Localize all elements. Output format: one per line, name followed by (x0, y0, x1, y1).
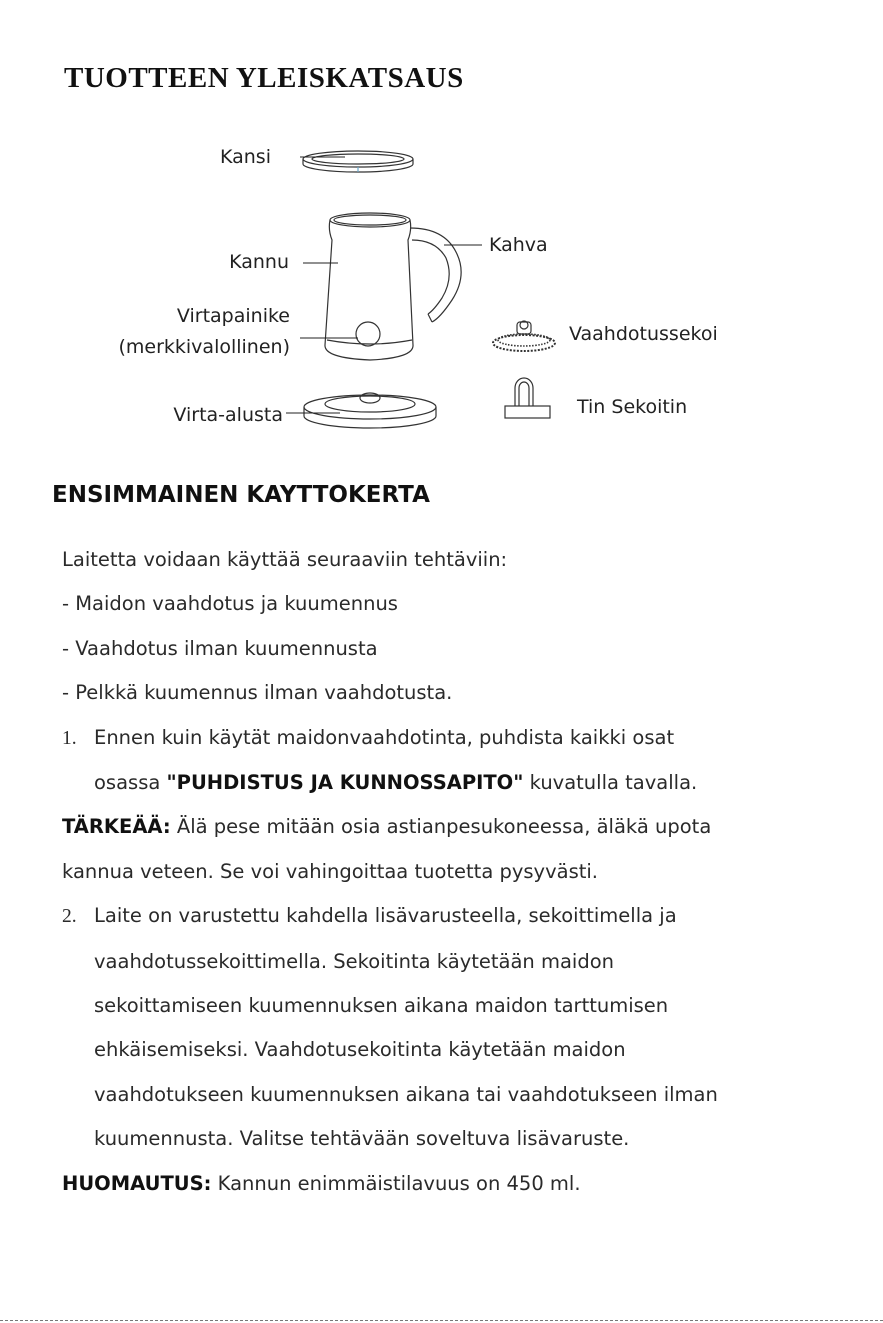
label-power-button: Virtapainike (176, 305, 290, 327)
page-title: TUOTTEEN YLEISKATSAUS (64, 62, 464, 94)
bullet-item: - Vaahdotus ilman kuumennusta (62, 636, 378, 660)
step-number: 2. (62, 906, 77, 928)
label-lid: Kansi (220, 146, 271, 168)
note-line: HUOMAUTUS: Kannun enimmäistilavuus on 450 ml. (62, 1171, 581, 1195)
important-line-1: TÄRKEÄÄ: Älä pese mitään osia astianpesukoneessa, äläkä upota (62, 815, 712, 839)
page-cut-line (0, 1320, 883, 1321)
mixing-whisk-illustration (505, 378, 550, 418)
label-frothing-whisk: Vaahdotussekoi (569, 323, 718, 345)
step-2-line: kuumennusta. Valitse tehtävään soveltuva lisävaruste. (94, 1127, 630, 1151)
important-label: TÄRKEÄÄ: (62, 815, 171, 839)
base-illustration (304, 393, 436, 428)
note-label: HUOMAUTUS: (62, 1171, 212, 1195)
step-2-line: ehkäisemiseksi. Vaahdotusekoitinta käytetään maidon (94, 1038, 626, 1062)
label-jug: Kannu (229, 251, 289, 273)
important-line-2: kannua veteen. Se voi vahingoittaa tuotetta pysyvästi. (62, 859, 599, 883)
product-overview-diagram (0, 120, 883, 450)
section-heading: ENSIMMAINEN KAYTTOKERTA (52, 482, 430, 508)
product-illustration (0, 120, 883, 450)
step-2-line: vaahdotussekoittimella. Sekoitinta käytetään maidon (94, 949, 615, 973)
instructions-body (62, 538, 842, 1206)
label-base: Virta-alusta (173, 404, 283, 426)
label-mixing-whisk: Tin Sekoitin (577, 396, 688, 418)
step-2-line-1: 2. Laite on varustettu kahdella lisävarusteella, sekoittimella ja (62, 894, 842, 939)
label-power-button-indicator: (merkkivalollinen) (118, 336, 290, 358)
step-1-line-2: osassa "PUHDISTUS JA KUNNOSSAPITO" kuvatulla tavalla. (94, 771, 698, 795)
step-2-line: sekoittamiseen kuumennuksen aikana maidon tarttumisen (94, 994, 669, 1018)
bullet-item: - Maidon vaahdotus ja kuumennus (62, 592, 398, 616)
step-2-line: vaahdotukseen kuumennuksen aikana tai vaahdotukseen ilman (94, 1082, 718, 1106)
section-reference: "PUHDISTUS JA KUNNOSSAPITO" (166, 771, 524, 795)
bullet-item: - Pelkkä kuumennus ilman vaahdotusta. (62, 681, 453, 705)
step-number: 1. (62, 727, 77, 749)
lid-illustration (303, 151, 413, 172)
intro-text: Laitetta voidaan käyttää seuraaviin tehtäviin: (62, 548, 508, 571)
step-1-line-1: 1. Ennen kuin käytät maidonvaahdotinta, puhdista kaikki osat (62, 716, 842, 761)
frothing-whisk-illustration (493, 321, 555, 351)
label-handle: Kahva (489, 234, 548, 256)
